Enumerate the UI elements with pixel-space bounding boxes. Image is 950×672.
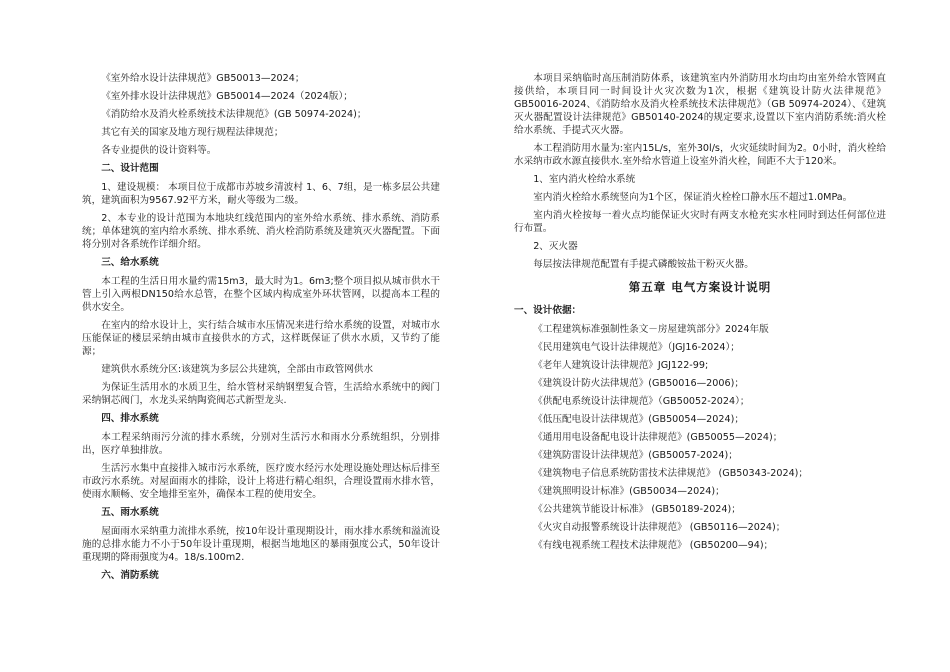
subheading-indoor-hydrant: 1、室内消火栓给水系统 <box>533 174 636 185</box>
paragraph: 本项目采纳临时高压制消防体系，该建筑室内外消防用水均由均由室外给水管网直接供给，本项目同一时间设计火灾次数为1次，根据《建筑设计防火法律规范》GB50016-2024、《消防给水及消火栓系统技术法律规范》（GB 50974-2024）、《建筑灭火器配置设计法律规范》GB50140-2024的规定要求,设置以下室内消防系统:消火栓给水系统、手提式灭火器。 <box>514 73 886 136</box>
paragraph: 在室内的给水设计上，实行结合城市水压情况来进行给水系统的设置，对城市水压能保证的楼层采纳由城市直接供水的方式，这样既保证了供水水质，又节约了能源； <box>82 320 440 357</box>
reference-item: 《室外排水设计法律规范》GB50014—2024（2024版）； <box>101 91 353 102</box>
section-heading-rainwater: 五、雨水系统 <box>101 507 159 518</box>
reference-item: 《建筑照明设计标准》(GB50034—2024)； <box>533 486 725 497</box>
reference-item: 《供配电系统设计法律规范》（GB50052-2024）； <box>533 396 750 407</box>
paragraph: 本工程消防用水量为:室内15L/s，室外30l/s，火灾延续时间为2。0小时，消火栓给水采纳市政水源直接供水.室外给水管道上设室外消火栓，间距不大于120米。 <box>514 143 886 167</box>
paragraph: 屋面雨水采纳重力流排水系统，按10年设计重现期设计，雨水排水系统和溢流设施的总排水能力不小于50年设计重现期，根据当地地区的暴雨强度公式，50年设计重现期的降雨强度为4。18/s.100m2. <box>82 526 440 563</box>
chapter-title: 第五章 电气方案设计说明 <box>628 280 772 294</box>
section-heading-drainage: 四、排水系统 <box>101 413 159 424</box>
reference-item: 《建筑设计防火法律规范》(GB50016—2006)； <box>533 378 744 389</box>
reference-item: 《火灾自动报警系统设计法律规范》 (GB50116—2024)； <box>533 522 786 533</box>
paragraph: 本工程的生活日用水量约需15m3，最大时为1。6m3;整个项目拟从城市供水干管上引入两根DN150给水总管，在整个区域内构成室外环状管网，以提高本工程的供水安全。 <box>82 276 440 313</box>
paragraph: 室内消火栓给水系统竖向为1个区，保证消火栓栓口静水压不超过1.0MPa。 <box>533 192 853 203</box>
section-heading-fire-protection: 六、消防系统 <box>101 570 159 581</box>
section-heading-water-supply: 三、给水系统 <box>101 257 159 268</box>
reference-item: 《公共建筑节能设计标准》 (GB50189-2024)； <box>533 504 741 515</box>
reference-item: 《通用用电设备配电设计法律规范》(GB50055—2024)； <box>533 432 783 443</box>
section-heading-design-basis: 一、设计依据： <box>514 305 582 316</box>
reference-item: 《低压配电设计法律规范》(GB50054—2024)； <box>533 414 744 425</box>
section-heading-design-scope: 二、设计范围 <box>101 163 159 174</box>
subheading-extinguisher: 2、灭火器 <box>533 241 578 252</box>
paragraph: 本工程采纳雨污分流的排水系统，分别对生活污水和雨水分系统组织，分别排出，医疗单独排放。 <box>82 432 440 456</box>
reference-item: 《建筑防雷设计法律规范》(GB50057-2024)； <box>533 450 738 461</box>
paragraph: 室内消火栓按每一着火点均能保证火灾时有两支水枪充实水柱同时到达任何部位进行布置。 <box>514 210 886 234</box>
paragraph: 1、建设规模： 本项目位于成都市苏坡乡清波村 1、6、7组，是一栋多层公共建筑，建筑面积为9567.92平方米，耐火等级为二级。 <box>82 182 440 206</box>
reference-item: 各专业提供的设计资料等。 <box>101 145 217 156</box>
reference-item: 《民用建筑电气设计法律规范》（JGJ16-2024）； <box>533 342 740 353</box>
paragraph: 2、本专业的设计范围为本地块红线范围内的室外给水系统、排水系统、消防系统；单体建筑的室内给水系统、排水系统、消火栓消防系统及建筑灭火器配置。下面将分别对各系统作详细介绍。 <box>82 213 440 250</box>
paragraph: 为保证生活用水的水质卫生，给水管材采纳钢塑复合管，生活给水系统中的阀门采纳铜芯阀门，水龙头采纳陶瓷阀芯式新型龙头. <box>82 382 440 406</box>
right-column <box>514 72 886 557</box>
paragraph: 生活污水集中直接排入城市污水系统，医疗废水经污水处理设施处理达标后排至市政污水系统。对屋面雨水的排除，设计上将进行精心组织，合理设置雨水排水管，使雨水顺畅、安全地排至室外，确保本工程的使用安全。 <box>82 463 440 500</box>
reference-item: 《老年人建筑设计法律规范》JGJ122-99; <box>533 360 709 371</box>
left-column <box>82 72 440 588</box>
paragraph: 建筑供水系统分区:该建筑为多层公共建筑，全部由市政管网供水 <box>101 364 374 375</box>
reference-item: 《室外给水设计法律规范》GB50013—2024； <box>101 73 305 84</box>
reference-item: 《工程建筑标准强制性条文－房屋建筑部分》2024年版 <box>533 324 769 335</box>
reference-item: 《消防给水及消火栓系统技术法律规范》(GB 50974-2024)； <box>101 109 367 120</box>
reference-item: 《有线电视系统工程技术法律规范》 (GB50200—94)； <box>533 540 774 551</box>
reference-item: 其它有关的国家及地方现行规程法律规范； <box>101 127 284 138</box>
paragraph: 每层按法律规范配置有手提式磷酸铵盐干粉灭火器。 <box>533 259 754 270</box>
reference-item: 《建筑物电子信息系统防雷技术法律规范》 (GB50343-2024)； <box>533 468 809 479</box>
